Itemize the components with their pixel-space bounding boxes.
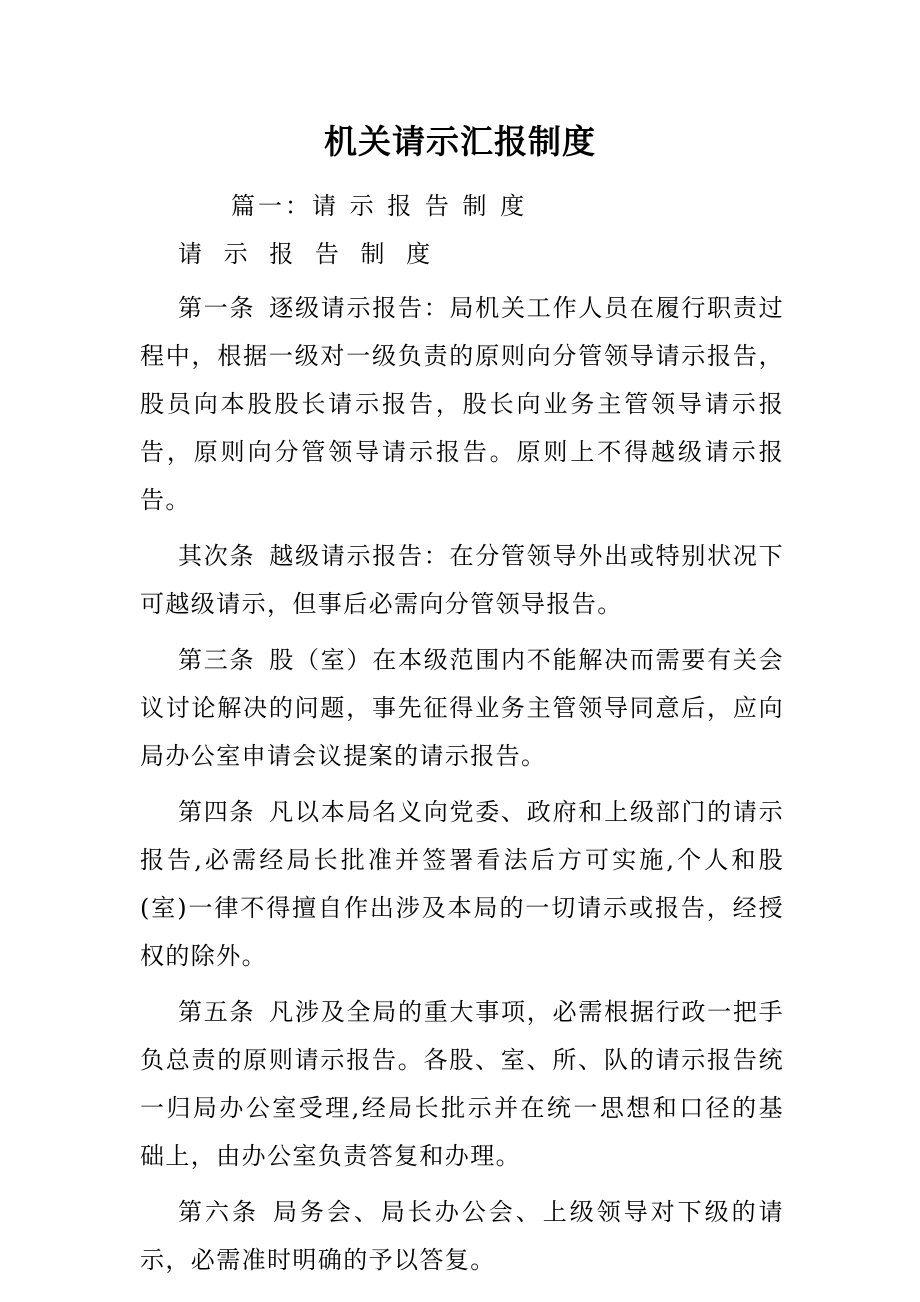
article-text: 越级请示报告：在分管领导外出或特别状况下可越级请示，但事后必需向分管领导报告。 [140,542,784,618]
article-paragraph [140,532,784,628]
article-text: 逐级请示报告：局机关工作人员在履行职责过程中，根据一级对一级负责的原则向分管领导请示报告，股员向本股股长请示报告，股长向业务主管领导请示报告，原则向分管领导请示报告。原则上不得越级请示报告。 [140,294,784,514]
article-label: 第三条 [178,646,256,674]
article-label: 其次条 [178,542,256,570]
document-body [140,284,784,1292]
article-paragraph [140,284,784,524]
section-heading: 请 示 报 告 制 度 [178,240,438,268]
article-text: 凡以本局名义向党委、政府和上级部门的请示报告,必需经局长批准并签署看法后方可实施,个人和股(室)一律不得擅自作出涉及本局的一切请示或报告，经授权的除外。 [140,798,784,970]
article-paragraph [140,636,784,780]
article-text: 凡涉及全局的重大事项，必需根据行政一把手负总责的原则请示报告。各股、室、所、队的请示报告统一归局办公室受理,经局长批示并在统一思想和口径的基础上，由办公室负责答复和办理。 [140,998,784,1170]
article-text: 股（室）在本级范围内不能解决而需要有关会议讨论解决的问题，事先征得业务主管领导同意后，应向局办公室申请会议提案的请示报告。 [140,646,784,770]
article-label: 第六条 [178,1198,259,1226]
article-text: 局务会、局长办公会、上级领导对下级的请示，必需准时明确的予以答复。 [140,1198,784,1274]
article-label: 第一条 [178,294,256,322]
article-paragraph [140,988,784,1180]
article-label: 第五条 [178,998,256,1026]
article-label: 第四条 [178,798,256,826]
document-subtitle: 篇一：请 示 报 告 制 度 [231,192,528,220]
article-paragraph [140,788,784,980]
document-title: 机关请示汇报制度 [324,122,596,161]
article-paragraph [140,1188,784,1284]
